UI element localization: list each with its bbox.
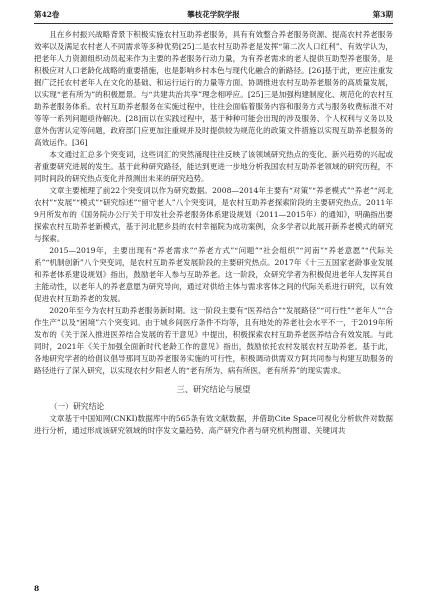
- paragraph: 文章基于中国知网(CNKI)数据库中的565条有效文献数据，并借助Cite Space可视化分析软件对数据进行分析，通过形成该研究领域的时序发文量趋势、高产研究作者与研究机构图谱、关键词共: [34, 414, 393, 435]
- running-header: [34, 7, 393, 24]
- article-body: [34, 29, 393, 437]
- paragraph: 2015—2019年，主要出现有“养老需求”“养老方式”“问题”“社会组织”“河南”“养老意愿”“代际关系”“机制创新”八个突变词，是农村互助养老发展阶段的主要研究热点。2017年《十三五国家老龄事业发展和养老体系建设规划》指出，鼓励老年人参与互助养老。这一阶段，众研究学者为积极促进老年人发挥其自主能动性，以老年人的养老意愿为研究导向，通过对供给主体与需求客体之间的代际关系进行研究，以有效促进农村互助养老的发展。: [34, 246, 393, 303]
- paragraph: 且在乡村振兴战略背景下积极实施农村互助养老服务，具有有效整合养老服务资源、提高农村养老服务效率以及满足农村老人不同需求等多种优势[25]二是农村互助养老是发挥“第二次人口红利”、有效学认为，把老年人力资源组织动员起来作为主要的养老服务行动力量，为有养老需求的老人提供互助型养老服务，是积极应对人口老龄化战略的重要措施，也是影响乡村本色与现代化融合的新路径。[26]基于此，更应注重发掘广泛托农村老年人在文化的基础、和运行运行的力量等方面、协调推进农村互助养老服务的高质量发展，以实现“老有所为”的积极愿景。与“共建共治共享”理念相呼应。[25]三是加强构建制度化、规范化的农村互助养老服务体系。农村互助养老服务在实施过程中，往往会面临着服务内容和服务方式与服务收费标准不对等等一系列问题亟待解决。[28]而以在实践过程中，基于种种可能会出现的涉及服务、个人权利与义务以及意外伤害认定等问题，政府部门应更加注重规并及时提供较为规范化的政策文件措施以实现互助养老服务的高效运作。[36]: [34, 30, 393, 147]
- section-title: 三、研究结论与展望: [176, 384, 251, 394]
- journal-title: 攀枝花学院学报: [187, 10, 240, 19]
- issue-label: 第3期: [372, 10, 393, 19]
- paragraph: 文章主要梳理了前22个突变词以作为研究数据。2008—2014年主要有“对策”“养老模式”“养老”“河北农村”“发展”“模式”“研究综述”“留守老人”八个突变词，是农村互助养老探索阶段的主要研究热点。2011年9月所发布的《国务院办公厅关于印发社会养老服务体系建设规划（2011—2015年）的通知》，明确指出要探索农村互助养老新模式，基于河北肥乡县的农村幸福院为成功案例，众多学者以此展开新养老模式的研究与探索。: [34, 186, 393, 243]
- subsection-title: （一）研究结论: [49, 402, 105, 411]
- page-number: 8: [34, 584, 40, 593]
- volume-label: 第42卷: [34, 10, 60, 19]
- paragraph: 2020年至今为农村互助养老服务新时期。这一阶段主要有“医养结合”“发展路径”“可行性”“老年人”“合作生产”以及“困境”六个突变词。由于城乡间医疗条件不均等，且有地处的养老社会水平不一，于2019年所发布的《关于深入推进医养结合发展的若干意见》中提出，积极探索农村互助养老医养结合有效发展。与此同时，2021年《关于加强全面新时代老龄工作的意见》指出，鼓励依托农村发展农村互助养老。基于此，各地研究学者的给倡议倡导那同互助养老服务实施的可行性，积极调动供需双方阿共同参与构建互助服务的路径进行了深入研究，以实现农村夕阳老人的“老有所为、病有所医、老有所养”的现实需求。: [34, 306, 393, 375]
- paragraph: 本文通过汇总多个突变词，这些词汇的突然涌现往往反映了该领域研究热点的变化、新兴趋势的兴起或者重要研究进展的发生。基于此种研究路径，能达到更进一步地分析我国农村互助养老领域的研究历程，不同时间段的研究热点变化并预测出未来的研究趋势。: [34, 150, 393, 183]
